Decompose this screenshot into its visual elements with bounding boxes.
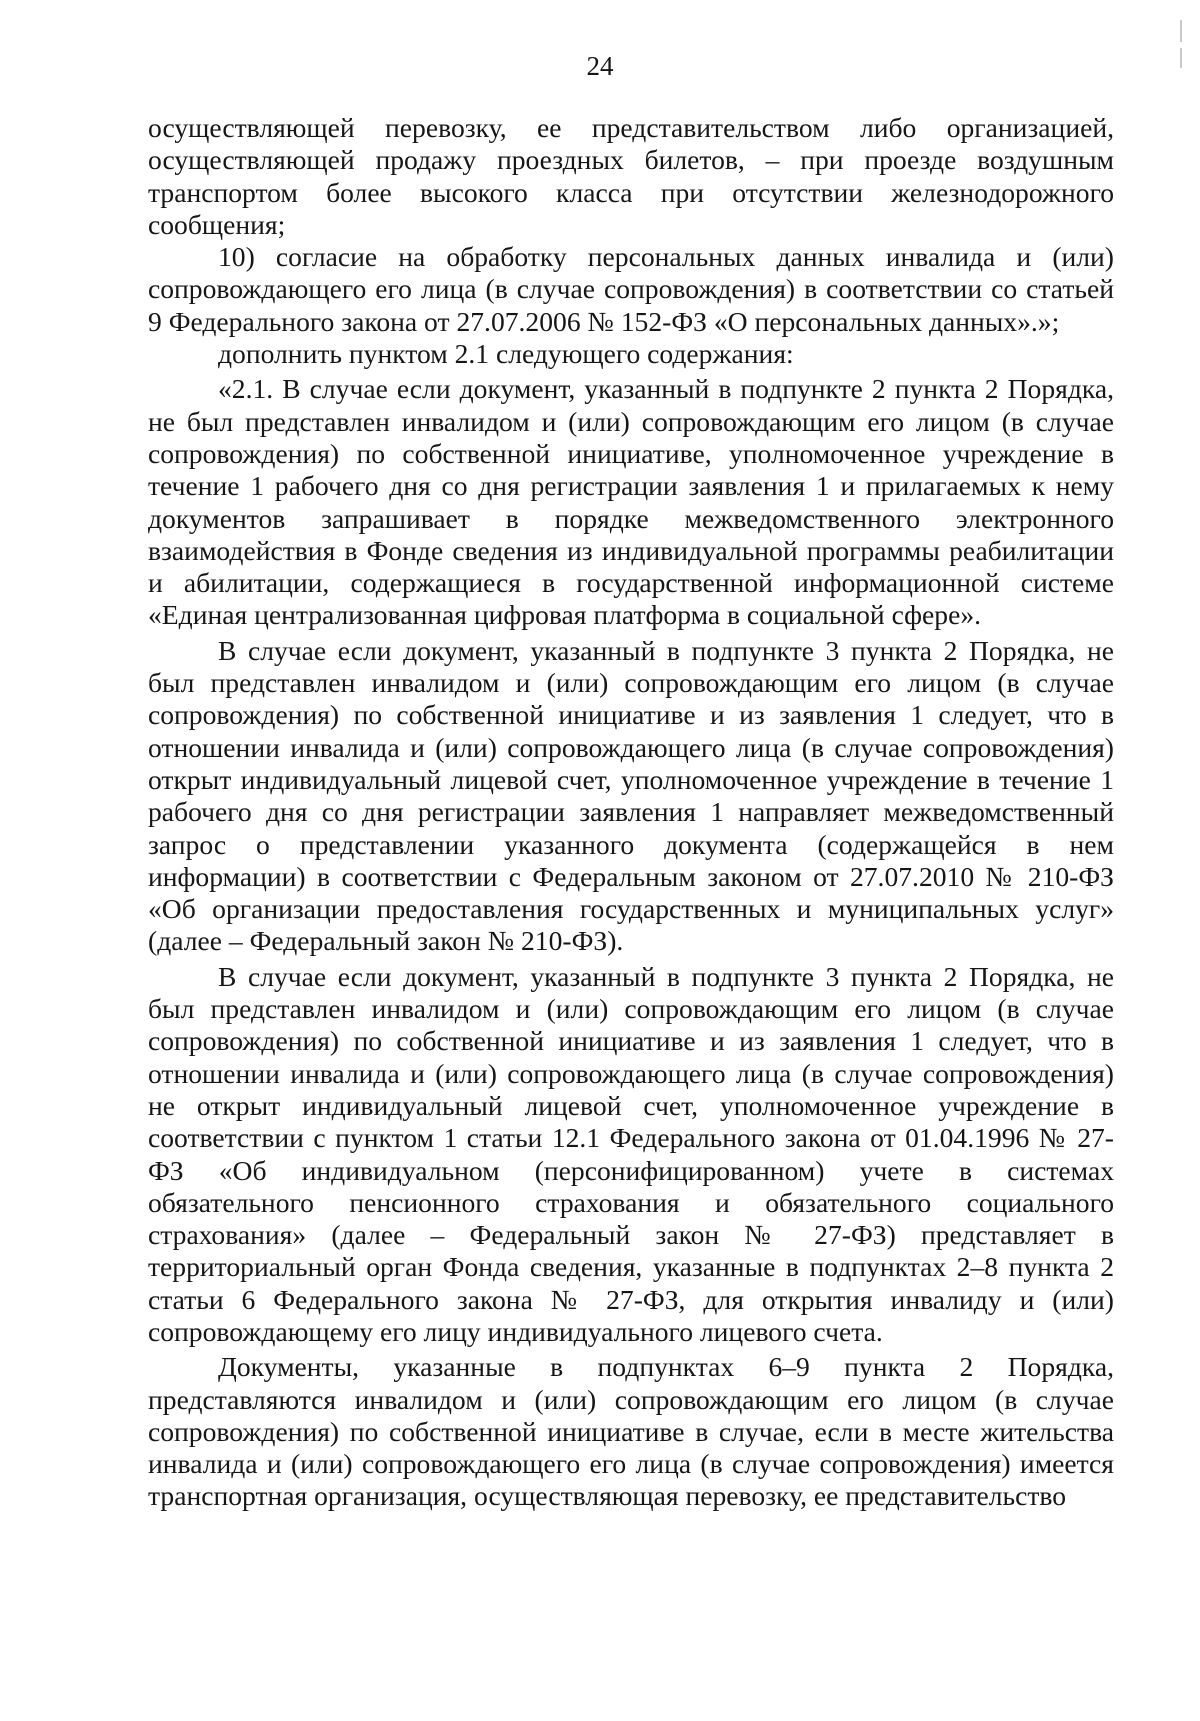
paragraph-point-2-1: «2.1. В случае если документ, указанный в подпункте 2 пункта 2 Порядка, не был представлен инвалидом и (или) сопровождающим его лицом (в случае сопровождения) по собственной инициативе, уполномоченное учреждение в течение 1 рабочего дня со дня регистрации заявления 1 и прилагаемых к нему документов запрашивает в порядке межведомственного электронного взаимодействия в Фонде сведения из индивидуальной программы реабилитации и абилитации, содержащиеся в государственной информационной системе «Единая централизованная цифровая платформа в социальной сфере». <box>148 373 1114 631</box>
document-body <box>148 112 1114 1513</box>
paragraph-documents-6-9: Документы, указанные в подпунктах 6–9 пункта 2 Порядка, представляются инвалидом и (или) сопровождающим его лицом (в случае сопровождения) по собственной инициативе в случае, если в месте жительства инвалида и (или) сопровождающего его лица (в случае сопровождения) имеется транспортная организация, осуществляющая перевозку, ее представительство <box>148 1351 1114 1512</box>
page-number: 24 <box>586 51 614 81</box>
paragraph-amendment-intro: дополнить пунктом 2.1 следующего содержания: <box>218 338 794 370</box>
paragraph-no-account-case: В случае если документ, указанный в подпункте 3 пункта 2 Порядка, не был представлен инвалидом и (или) сопровождающим его лицом (в случае сопровождения) по собственной инициативе и из заявления 1 следует, что в отношении инвалида и (или) сопровождающего лица (в случае сопровождения) не открыт индивидуальный лицевой счет, уполномоченное учреждение в соответствии с пунктом 1 статьи 12.1 Федерального закона от 01.04.1996 № 27-ФЗ «Об индивидуальном (персонифицированном) учете в системах обязательного пенсионного страхования и обязательного социального страхования» (далее – Федеральный закон № 27-ФЗ) представляет в территориальный орган Фонда сведения, указанные в подпунктах 2–8 пункта 2 статьи 6 Федерального закона № 27-ФЗ, для открытия инвалиду и (или) сопровождающему его лицу индивидуального лицевого счета. <box>148 960 1114 1347</box>
paragraph-item-10: 10) согласие на обработку персональных данных инвалида и (или) сопровождающего его лица (в случае сопровождения) в соответствии со статьей 9 Федерального закона от 27.07.2006 № 152-ФЗ «О персональных данных».»; <box>148 241 1114 337</box>
paragraph-open-account-case: В случае если документ, указанный в подпункте 3 пункта 2 Порядка, не был представлен инвалидом и (или) сопровождающим его лицом (в случае сопровождения) по собственной инициативе и из заявления 1 следует, что в отношении инвалида и (или) сопровождающего лица (в случае сопровождения) открыт индивидуальный лицевой счет, уполномоченное учреждение в течение 1 рабочего дня со дня регистрации заявления 1 направляет межведомственный запрос о представлении указанного документа (содержащейся в нем информации) в соответствии с Федеральным законом от 27.07.2010 № 210-ФЗ «Об организации предоставления государственных и муниципальных услуг» (далее – Федеральный закон № 210-ФЗ). <box>148 634 1114 957</box>
paragraph-continuation: осуществляющей перевозку, ее представительством либо организацией, осуществляющей продажу проездных билетов, – при проезде воздушным транспортом более высокого класса при отсутствии железнодорожного сообщения; <box>148 112 1114 240</box>
scan-edge-mark <box>1180 20 1182 42</box>
